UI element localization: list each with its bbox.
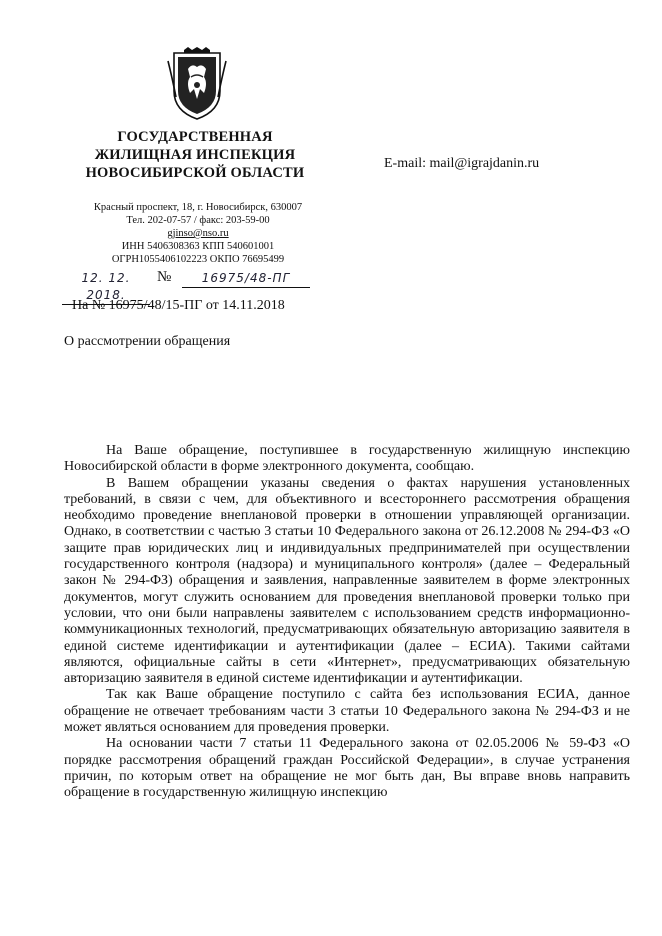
recipient-email: E-mail: mail@igrajdanin.ru — [384, 156, 540, 171]
number-sign: № — [157, 269, 172, 285]
ogrn-okpo: ОГРН1055406102223 ОКПО 76695499 — [111, 254, 285, 265]
address: Красный проспект, 18, г. Новосибирск, 630007 — [93, 202, 303, 213]
org-line: ЖИЛИЩНАЯ ИНСПЕКЦИЯ — [94, 147, 296, 163]
body-paragraph: В Вашем обращении указаны сведения о фактах нарушения установленных требований, в связи с чем, для объективного и всестороннего рассмотрения обращения необходимо проведение внеплановой проверки в отношении управляющей организации. Однако, в соответствии с частью 3 статьи 10 Федерального закона от 26.12.2008 № 294-ФЗ «О защите прав юридических лиц и индивидуальных предпринимателей при осуществлении государственного контроля (надзора) и муниципального контроля» (далее – Федеральный закон № 294-ФЗ) обращения и заявления, направленные заявителем в форме электронных документов, могут служить основанием для проведения внеплановой проверки только при условии, что они были направлены заявителем с использованием средств информационно-коммуникационных технологий, предусматривающих обязательную авторизацию заявителя в единой системе идентификации и аутентификации (далее – ЕСИА). Такими сайтами являются, официальные сайты в сети «Интернет», предусматривающих обязательную авторизацию заявителя в единой системе идентификации и аутентификации. — [64, 475, 630, 687]
body-paragraph: На Ваше обращение, поступившее в государственную жилищную инспекцию Новосибирской области в форме электронного документа, сообщаю. — [64, 443, 630, 475]
phone-fax: Тел. 202-07-57 / факс: 203-59-00 — [126, 215, 270, 226]
registration-number: 16975/48-ПГ — [182, 270, 310, 288]
org-line: ГОСУДАРСТВЕННАЯ — [117, 129, 273, 145]
letter-body — [64, 443, 630, 802]
registration-line — [62, 269, 322, 302]
registration-date: 12. 12. 2018. — [62, 270, 150, 305]
org-line: НОВОСИБИРСКОЙ ОБЛАСТИ — [85, 165, 305, 181]
reference-line: На № 16975/48/15-ПГ от 14.11.2018 — [72, 298, 285, 313]
body-paragraph: Так как Ваше обращение поступило с сайта без использования ЕСИА, данное обращение не отвечает требованиям части 3 статьи 10 Федерального закона № 294-ФЗ и не может являться основанием для проведения проверки. — [64, 687, 630, 736]
coat-of-arms-icon — [166, 47, 228, 121]
organization-name — [70, 128, 320, 182]
letter-subject: О рассмотрении обращения — [64, 334, 231, 349]
inn-kpp: ИНН 5406308363 КПП 540601001 — [121, 241, 275, 252]
organization-contacts — [60, 201, 336, 266]
organization-email-link[interactable]: gjinso@nso.ru — [167, 228, 229, 239]
body-paragraph: На основании части 7 статьи 11 Федерального закона от 02.05.2006 № 59-ФЗ «О порядке рассмотрения обращений граждан Российской Федерации», в случае устранения причин, по которым ответ на обращение не мог быть дан, Вы вправе вновь направить обращение в государственную жилищную инспекцию — [64, 736, 630, 801]
